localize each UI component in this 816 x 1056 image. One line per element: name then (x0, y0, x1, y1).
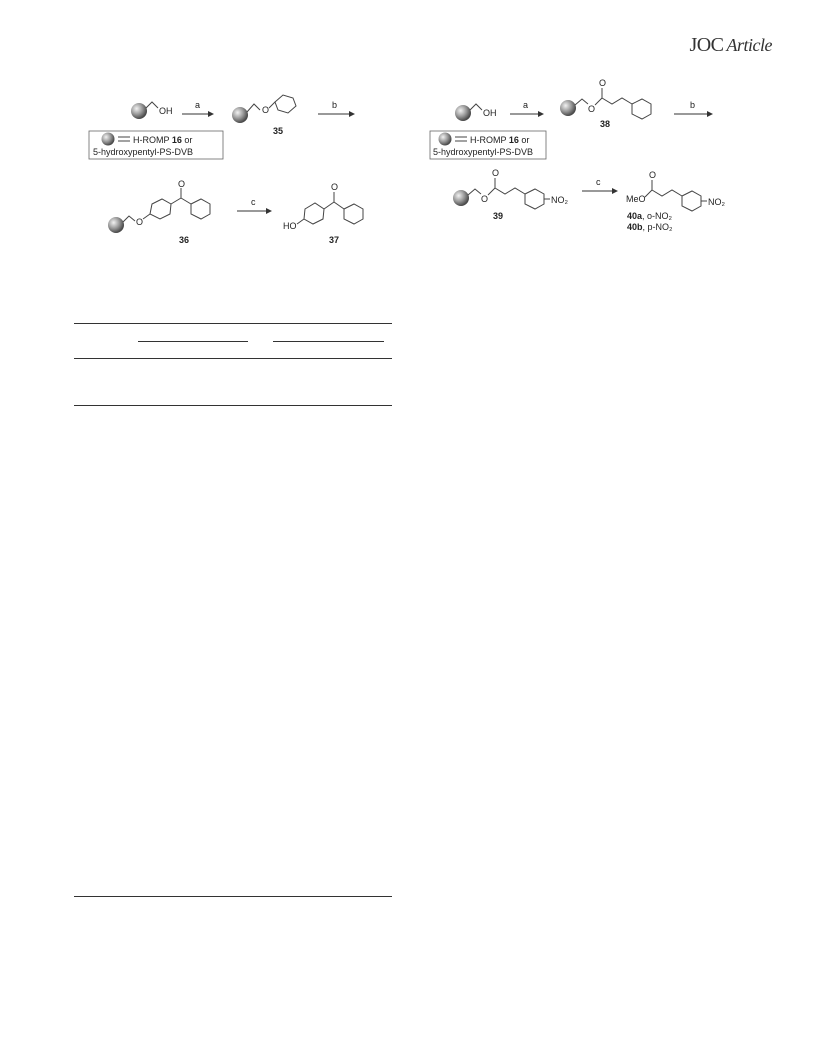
table-group-rule-1 (138, 341, 248, 342)
svg-text:O: O (178, 179, 186, 189)
aryl-ring (682, 191, 701, 211)
compound-39-label: 39 (493, 211, 504, 221)
table-body-rule (74, 405, 392, 406)
svg-text:O: O (492, 168, 500, 178)
table-bottom-rule (74, 896, 392, 897)
hydroxy-label: HO (283, 221, 297, 231)
compound-35-label: 35 (273, 126, 284, 136)
nitro-label: NO₂ (708, 197, 725, 207)
phenyl-ring (191, 199, 210, 219)
resin-bead (560, 100, 576, 116)
svg-text:O: O (588, 104, 596, 114)
table-header-rule (74, 358, 392, 359)
svg-text:O: O (481, 194, 489, 204)
compound-36-label: 36 (179, 235, 190, 245)
methoxy-label: MeO (626, 194, 646, 204)
step-a-label: a (195, 100, 201, 110)
phenyl-ring (632, 99, 651, 119)
phenyl-ring (344, 204, 363, 224)
aryl-ring (525, 189, 544, 209)
step-b-label: b (332, 100, 338, 110)
svg-text:O: O (599, 78, 607, 88)
legend-line-2: 5-hydroxypentyl-PS-DVB (433, 147, 534, 157)
hydroxyl-label: OH (483, 108, 497, 118)
resin-bead (455, 105, 471, 121)
aryl-ring (150, 199, 171, 219)
left-scheme (89, 95, 363, 245)
compound-38-label: 38 (600, 119, 611, 129)
svg-text:O: O (136, 217, 144, 227)
svg-text:O: O (331, 182, 339, 192)
hydroxyl-label: OH (159, 106, 173, 116)
svg-text:O: O (262, 105, 270, 115)
journal-section: Article (726, 35, 772, 55)
table-top-rule (74, 323, 392, 324)
product-40a-label: 40a, o-NO₂ (627, 211, 673, 221)
resin-bead (108, 217, 124, 233)
step-c-label: c (596, 177, 601, 187)
resin-bead (131, 103, 147, 119)
phenyl-ring (275, 95, 296, 113)
legend-line-1: H-ROMP 16 or (133, 135, 193, 145)
nitro-label: NO₂ (551, 195, 568, 205)
table-group-rule-2 (273, 341, 384, 342)
resin-bead (232, 107, 248, 123)
step-c-label: c (251, 197, 256, 207)
svg-text:O: O (649, 170, 657, 180)
step-a-label: a (523, 100, 529, 110)
reaction-schemes (0, 0, 816, 300)
aryl-ring (304, 203, 324, 224)
legend-line-2: 5-hydroxypentyl-PS-DVB (93, 147, 194, 157)
journal-name: JOC (689, 34, 724, 56)
resin-bead (453, 190, 469, 206)
compound-37-label: 37 (329, 235, 340, 245)
step-b-label: b (690, 100, 696, 110)
right-scheme (430, 78, 726, 232)
legend-line-1: H-ROMP 16 or (470, 135, 530, 145)
product-40b-label: 40b, p-NO₂ (627, 222, 673, 232)
